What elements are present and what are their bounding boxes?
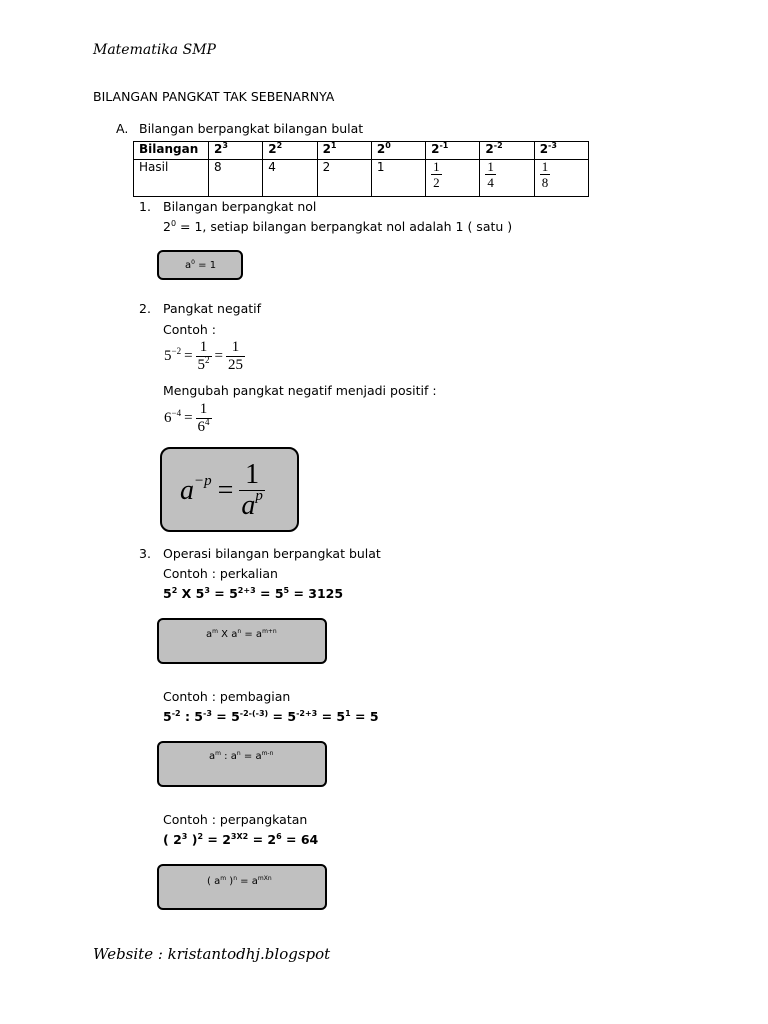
table-cell-power: $2^3$ [209,142,263,160]
div-label: Contoh : pembagian [163,689,291,704]
table-cell-result: 4 [263,160,317,197]
mult-example: $5^2$ X $5^3 = 5^{2+3} = 5^5 = 3125$ [163,586,344,601]
table-row-bilangan [134,142,589,160]
pow-example: ( $2^3$ )$^2 = 2^{3X2} = 2^6 = 64$ [163,832,319,847]
item-2-number: 2. [139,301,151,316]
pow-label: Contoh : perpangkatan [163,812,308,827]
page-footer: Website : kristantodhj.blogspot [93,945,331,963]
powers-table [133,141,589,197]
table-cell-power: $2^{-2}$ [480,142,534,160]
section-a-marker: A. [116,121,129,136]
table-cell-power: $2^2$ [263,142,317,160]
example-six-power: $6^{-4}$ = $\frac{1}{6^4}$ [164,401,210,435]
formula-box-multiplication [157,618,327,664]
formula-box-division [157,741,327,787]
mult-label: Contoh : perkalian [163,566,278,581]
item-2-change-text: Mengubah pangkat negatif menjadi positif : [163,383,437,398]
item-2-contoh: Contoh : [163,322,216,337]
table-cell-result: 2 [317,160,371,197]
table-cell-result: $\frac{1}{2}$ [426,160,480,197]
table-cell-result: 8 [209,160,263,197]
table-cell-label: Hasil [134,160,209,197]
example-negative-power: $5^{-2}$ = $\frac{1}{5^2}$ = $\frac{1}{25}$ [164,339,244,373]
formula-power-of-power: ( $a^m$ )$^n = a^{mXn}$ [207,875,272,887]
table-cell-power: $2^0$ [371,142,425,160]
table-cell-power: $2^{-3}$ [534,142,588,160]
table-cell-power: $2^{-1}$ [426,142,480,160]
item-2-heading: Pangkat negatif [163,301,262,316]
div-example: $5^{-2}$ : $5^{-3} = 5^{-2-(-3)} = 5^{-2+3} = 5^1 = 5$ [163,709,379,724]
table-cell-label: Bilangan [134,142,209,160]
item-3-heading: Operasi bilangan berpangkat bulat [163,546,381,561]
formula-box-zero-power [157,250,243,280]
formula-multiplication: $a^m$ X $a^n = a^{m+n}$ [206,628,277,640]
item-1-heading: Bilangan berpangkat nol [163,199,317,214]
formula-zero-power: $a^0 = 1$ [185,259,217,271]
table-cell-result: $\frac{1}{4}$ [480,160,534,197]
section-a-heading: Bilangan berpangkat bilangan bulat [139,121,364,136]
table-row-hasil [134,160,589,197]
page-header: Matematika SMP [93,42,216,58]
formula-division: $a^m$ : $a^n = a^{m-n}$ [209,750,274,762]
item-1-statement: $2^0 = 1$, setiap bilangan berpangkat nol adalah 1 ( satu ) [163,219,513,234]
formula-box-power-of-power [157,864,327,910]
table-cell-result: 1 [371,160,425,197]
formula-box-negative-power [160,447,299,532]
table-cell-result: $\frac{1}{8}$ [534,160,588,197]
document-title: BILANGAN PANGKAT TAK SEBENARNYA [93,89,335,104]
item-1-number: 1. [139,199,151,214]
item-3-number: 3. [139,546,151,561]
formula-negative-power: $a^{-p}$ = $\frac{1}{a^p}$ [180,459,263,521]
table-cell-power: $2^1$ [317,142,371,160]
